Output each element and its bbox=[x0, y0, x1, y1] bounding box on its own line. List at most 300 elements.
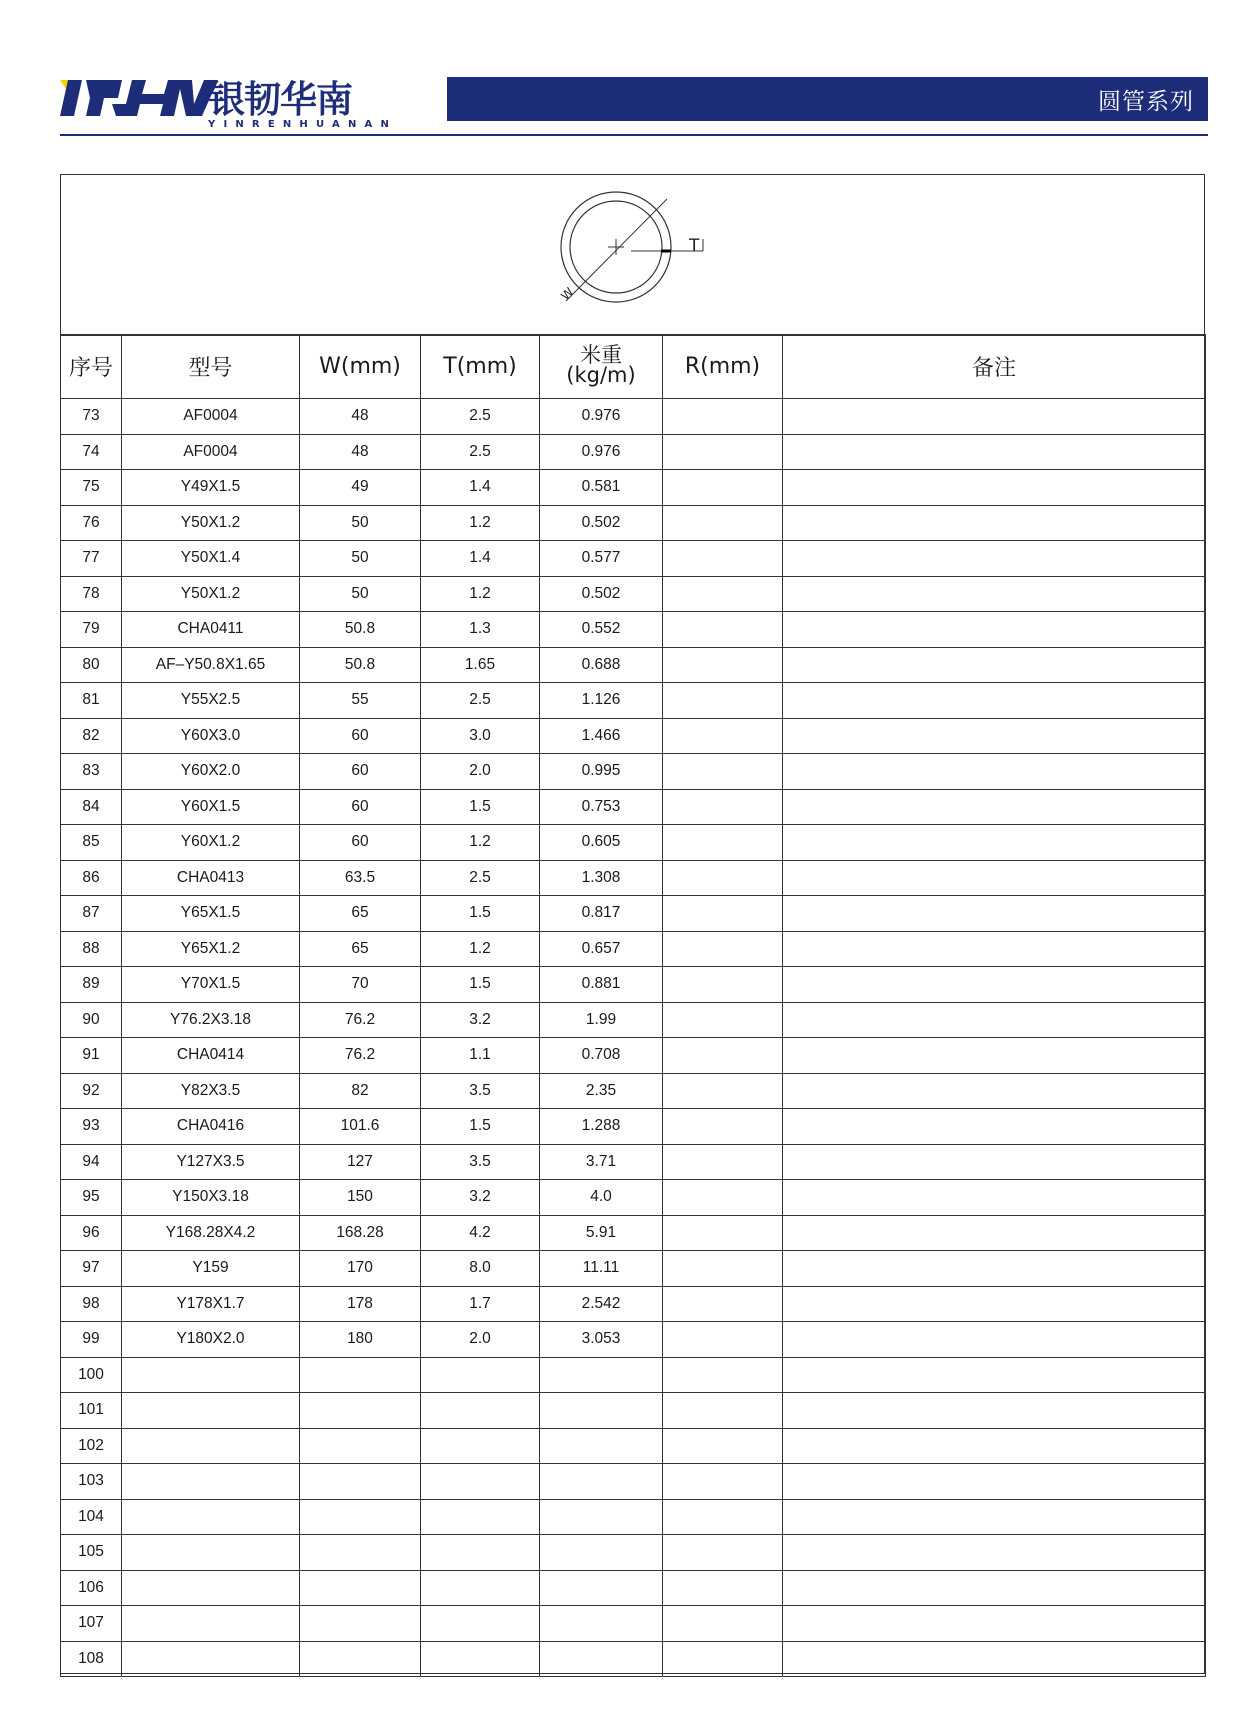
cell-remarks bbox=[783, 1606, 1206, 1642]
table-row bbox=[61, 541, 1206, 577]
table-row bbox=[61, 860, 1206, 896]
cell-index: 81 bbox=[61, 683, 122, 719]
cell-remarks bbox=[783, 1180, 1206, 1216]
cell-radius bbox=[663, 1535, 783, 1571]
cell-radius bbox=[663, 612, 783, 648]
cell-remarks bbox=[783, 647, 1206, 683]
cell-radius bbox=[663, 718, 783, 754]
cell-width: 50.8 bbox=[300, 647, 421, 683]
cell-remarks bbox=[783, 505, 1206, 541]
brand-logo bbox=[60, 76, 440, 136]
cell-weight: 1.126 bbox=[540, 683, 663, 719]
cell-model bbox=[122, 1535, 300, 1571]
cell-model bbox=[122, 1393, 300, 1429]
table-row bbox=[61, 612, 1206, 648]
table-row bbox=[61, 1499, 1206, 1535]
cell-index: 88 bbox=[61, 931, 122, 967]
cell-radius bbox=[663, 896, 783, 932]
cell-model: Y168.28X4.2 bbox=[122, 1215, 300, 1251]
cell-remarks bbox=[783, 896, 1206, 932]
cell-model: Y159 bbox=[122, 1251, 300, 1287]
table-header-row bbox=[61, 335, 1206, 399]
col-header-weight-line2: (kg/m) bbox=[566, 363, 636, 387]
cell-width: 50 bbox=[300, 505, 421, 541]
cell-thickness: 1.2 bbox=[421, 576, 540, 612]
cell-remarks bbox=[783, 1073, 1206, 1109]
cell-remarks bbox=[783, 789, 1206, 825]
cell-model: AF0004 bbox=[122, 434, 300, 470]
cell-weight bbox=[540, 1535, 663, 1571]
col-header-index: 序号 bbox=[61, 335, 122, 399]
cell-width: 170 bbox=[300, 1251, 421, 1287]
cell-remarks bbox=[783, 1641, 1206, 1677]
cell-weight: 4.0 bbox=[540, 1180, 663, 1216]
cell-weight bbox=[540, 1641, 663, 1677]
cell-thickness: 8.0 bbox=[421, 1251, 540, 1287]
tube-diagram bbox=[61, 175, 1204, 336]
cell-weight bbox=[540, 1570, 663, 1606]
cell-model: Y65X1.5 bbox=[122, 896, 300, 932]
cell-model: Y82X3.5 bbox=[122, 1073, 300, 1109]
cell-weight: 0.976 bbox=[540, 399, 663, 435]
cell-remarks bbox=[783, 931, 1206, 967]
cell-thickness bbox=[421, 1641, 540, 1677]
table-row bbox=[61, 931, 1206, 967]
cell-model: Y60X3.0 bbox=[122, 718, 300, 754]
cell-remarks bbox=[783, 1038, 1206, 1074]
cell-thickness: 1.4 bbox=[421, 541, 540, 577]
cell-thickness bbox=[421, 1570, 540, 1606]
cell-weight bbox=[540, 1428, 663, 1464]
cell-width: 50 bbox=[300, 576, 421, 612]
table-row bbox=[61, 1535, 1206, 1571]
cell-width bbox=[300, 1357, 421, 1393]
cell-remarks bbox=[783, 612, 1206, 648]
cell-thickness: 2.5 bbox=[421, 860, 540, 896]
cell-width: 55 bbox=[300, 683, 421, 719]
cell-thickness: 1.7 bbox=[421, 1286, 540, 1322]
cell-width: 60 bbox=[300, 718, 421, 754]
cell-index: 84 bbox=[61, 789, 122, 825]
cell-weight: 3.053 bbox=[540, 1322, 663, 1358]
cell-thickness: 3.5 bbox=[421, 1144, 540, 1180]
cell-thickness bbox=[421, 1606, 540, 1642]
cell-thickness bbox=[421, 1428, 540, 1464]
cell-model: Y60X1.5 bbox=[122, 789, 300, 825]
cell-index: 97 bbox=[61, 1251, 122, 1287]
cell-weight bbox=[540, 1357, 663, 1393]
cell-width: 50.8 bbox=[300, 612, 421, 648]
table-row bbox=[61, 576, 1206, 612]
cell-index: 80 bbox=[61, 647, 122, 683]
cell-index: 83 bbox=[61, 754, 122, 790]
cell-index: 105 bbox=[61, 1535, 122, 1571]
cell-thickness: 1.65 bbox=[421, 647, 540, 683]
table-row bbox=[61, 1073, 1206, 1109]
cell-width: 76.2 bbox=[300, 1038, 421, 1074]
cell-weight: 0.688 bbox=[540, 647, 663, 683]
cell-index: 94 bbox=[61, 1144, 122, 1180]
cell-radius bbox=[663, 1570, 783, 1606]
cell-model bbox=[122, 1357, 300, 1393]
cell-weight: 2.35 bbox=[540, 1073, 663, 1109]
cell-index: 102 bbox=[61, 1428, 122, 1464]
table-row bbox=[61, 505, 1206, 541]
cell-index: 89 bbox=[61, 967, 122, 1003]
cell-weight: 0.708 bbox=[540, 1038, 663, 1074]
cell-weight bbox=[540, 1464, 663, 1500]
cell-radius bbox=[663, 1322, 783, 1358]
col-header-thickness: T(mm) bbox=[421, 335, 540, 399]
cell-thickness: 2.5 bbox=[421, 399, 540, 435]
cell-width: 49 bbox=[300, 470, 421, 506]
cell-width bbox=[300, 1499, 421, 1535]
cell-radius bbox=[663, 576, 783, 612]
cell-model: Y50X1.2 bbox=[122, 505, 300, 541]
cell-width: 60 bbox=[300, 789, 421, 825]
cell-width: 48 bbox=[300, 399, 421, 435]
cell-weight: 5.91 bbox=[540, 1215, 663, 1251]
cell-thickness: 1.3 bbox=[421, 612, 540, 648]
cell-thickness: 1.2 bbox=[421, 505, 540, 541]
cell-weight: 0.657 bbox=[540, 931, 663, 967]
cell-radius bbox=[663, 470, 783, 506]
table-row bbox=[61, 1464, 1206, 1500]
cell-remarks bbox=[783, 1215, 1206, 1251]
table-row bbox=[61, 470, 1206, 506]
cell-index: 98 bbox=[61, 1286, 122, 1322]
cell-weight: 0.976 bbox=[540, 434, 663, 470]
cell-index: 96 bbox=[61, 1215, 122, 1251]
cell-radius bbox=[663, 860, 783, 896]
cell-radius bbox=[663, 1251, 783, 1287]
cell-thickness: 2.0 bbox=[421, 754, 540, 790]
table-row bbox=[61, 1038, 1206, 1074]
cell-radius bbox=[663, 1073, 783, 1109]
cell-thickness: 3.2 bbox=[421, 1002, 540, 1038]
cell-model: Y50X1.2 bbox=[122, 576, 300, 612]
cell-remarks bbox=[783, 434, 1206, 470]
cell-radius bbox=[663, 647, 783, 683]
cell-model: Y180X2.0 bbox=[122, 1322, 300, 1358]
cell-weight: 2.542 bbox=[540, 1286, 663, 1322]
cell-weight: 0.753 bbox=[540, 789, 663, 825]
table-row bbox=[61, 1180, 1206, 1216]
cell-radius bbox=[663, 825, 783, 861]
cell-remarks bbox=[783, 1144, 1206, 1180]
cell-model: Y70X1.5 bbox=[122, 967, 300, 1003]
cell-remarks bbox=[783, 967, 1206, 1003]
cell-remarks bbox=[783, 1499, 1206, 1535]
spec-sheet bbox=[60, 174, 1205, 1674]
cell-index: 99 bbox=[61, 1322, 122, 1358]
cell-width: 65 bbox=[300, 896, 421, 932]
cell-thickness: 1.5 bbox=[421, 967, 540, 1003]
cell-model bbox=[122, 1428, 300, 1464]
cell-thickness: 1.1 bbox=[421, 1038, 540, 1074]
cell-radius bbox=[663, 1641, 783, 1677]
cell-thickness: 3.2 bbox=[421, 1180, 540, 1216]
table-row bbox=[61, 754, 1206, 790]
cell-index: 73 bbox=[61, 399, 122, 435]
cell-index: 78 bbox=[61, 576, 122, 612]
cell-width bbox=[300, 1570, 421, 1606]
cell-weight: 0.502 bbox=[540, 576, 663, 612]
cell-thickness bbox=[421, 1499, 540, 1535]
cell-width bbox=[300, 1641, 421, 1677]
cell-thickness bbox=[421, 1464, 540, 1500]
cell-width: 82 bbox=[300, 1073, 421, 1109]
cell-remarks bbox=[783, 683, 1206, 719]
cell-model: Y55X2.5 bbox=[122, 683, 300, 719]
cell-model: Y50X1.4 bbox=[122, 541, 300, 577]
cell-model bbox=[122, 1464, 300, 1500]
cell-radius bbox=[663, 754, 783, 790]
cell-remarks bbox=[783, 1286, 1206, 1322]
round-tube-cross-section-icon bbox=[558, 189, 721, 319]
cell-thickness: 1.4 bbox=[421, 470, 540, 506]
cell-index: 92 bbox=[61, 1073, 122, 1109]
cell-radius bbox=[663, 1144, 783, 1180]
cell-remarks bbox=[783, 399, 1206, 435]
table-row bbox=[61, 1570, 1206, 1606]
cell-weight bbox=[540, 1606, 663, 1642]
cell-remarks bbox=[783, 470, 1206, 506]
cell-weight: 3.71 bbox=[540, 1144, 663, 1180]
cell-model bbox=[122, 1570, 300, 1606]
cell-model: CHA0414 bbox=[122, 1038, 300, 1074]
table-row bbox=[61, 825, 1206, 861]
cell-model bbox=[122, 1641, 300, 1677]
cell-remarks bbox=[783, 1251, 1206, 1287]
table-row bbox=[61, 1606, 1206, 1642]
table-row bbox=[61, 434, 1206, 470]
cell-radius bbox=[663, 505, 783, 541]
table-row bbox=[61, 1286, 1206, 1322]
cell-radius bbox=[663, 541, 783, 577]
cell-index: 74 bbox=[61, 434, 122, 470]
table-row bbox=[61, 789, 1206, 825]
cell-weight bbox=[540, 1393, 663, 1429]
cell-index: 90 bbox=[61, 1002, 122, 1038]
cell-remarks bbox=[783, 1002, 1206, 1038]
cell-radius bbox=[663, 1357, 783, 1393]
cell-thickness: 4.2 bbox=[421, 1215, 540, 1251]
table-row bbox=[61, 1393, 1206, 1429]
cell-index: 95 bbox=[61, 1180, 122, 1216]
cell-remarks bbox=[783, 576, 1206, 612]
cell-model: Y76.2X3.18 bbox=[122, 1002, 300, 1038]
cell-weight: 0.995 bbox=[540, 754, 663, 790]
cell-weight: 0.817 bbox=[540, 896, 663, 932]
table-row bbox=[61, 399, 1206, 435]
table-row bbox=[61, 683, 1206, 719]
table-row bbox=[61, 1322, 1206, 1358]
cell-radius bbox=[663, 683, 783, 719]
table-row bbox=[61, 1357, 1206, 1393]
table-row bbox=[61, 1109, 1206, 1145]
cell-width bbox=[300, 1535, 421, 1571]
cell-index: 91 bbox=[61, 1038, 122, 1074]
cell-model: CHA0413 bbox=[122, 860, 300, 896]
cell-weight: 1.288 bbox=[540, 1109, 663, 1145]
cell-weight: 0.605 bbox=[540, 825, 663, 861]
cell-remarks bbox=[783, 1535, 1206, 1571]
cell-width: 60 bbox=[300, 754, 421, 790]
svg-text:W: W bbox=[558, 284, 577, 304]
cell-width: 127 bbox=[300, 1144, 421, 1180]
cell-thickness: 1.5 bbox=[421, 1109, 540, 1145]
cell-weight: 0.552 bbox=[540, 612, 663, 648]
cell-thickness bbox=[421, 1393, 540, 1429]
cell-index: 101 bbox=[61, 1393, 122, 1429]
header-rule bbox=[60, 134, 1208, 136]
cell-radius bbox=[663, 1286, 783, 1322]
cell-remarks bbox=[783, 754, 1206, 790]
cell-radius bbox=[663, 1215, 783, 1251]
cell-remarks bbox=[783, 1428, 1206, 1464]
cell-model: Y49X1.5 bbox=[122, 470, 300, 506]
page-header bbox=[60, 70, 1208, 136]
cell-index: 100 bbox=[61, 1357, 122, 1393]
brand-logo-mark-icon bbox=[60, 76, 440, 136]
cell-weight: 0.577 bbox=[540, 541, 663, 577]
cell-width bbox=[300, 1428, 421, 1464]
col-header-weight bbox=[540, 335, 663, 399]
cell-thickness: 3.5 bbox=[421, 1073, 540, 1109]
cell-width: 76.2 bbox=[300, 1002, 421, 1038]
cell-width: 101.6 bbox=[300, 1109, 421, 1145]
col-header-weight-line1: 米重 bbox=[579, 343, 622, 367]
cell-weight: 1.99 bbox=[540, 1002, 663, 1038]
cell-model: Y178X1.7 bbox=[122, 1286, 300, 1322]
cell-radius bbox=[663, 967, 783, 1003]
cell-index: 77 bbox=[61, 541, 122, 577]
cell-remarks bbox=[783, 718, 1206, 754]
cell-radius bbox=[663, 1499, 783, 1535]
table-body bbox=[61, 399, 1206, 1677]
cell-width bbox=[300, 1464, 421, 1500]
svg-text:YINRENHUANAN: YINRENHUANAN bbox=[208, 119, 398, 130]
cell-thickness: 1.5 bbox=[421, 896, 540, 932]
cell-width bbox=[300, 1393, 421, 1429]
cell-radius bbox=[663, 1393, 783, 1429]
table-row bbox=[61, 1428, 1206, 1464]
cell-radius bbox=[663, 1002, 783, 1038]
cell-thickness bbox=[421, 1535, 540, 1571]
col-header-model: 型号 bbox=[122, 335, 300, 399]
cell-model: Y150X3.18 bbox=[122, 1180, 300, 1216]
cell-thickness: 1.5 bbox=[421, 789, 540, 825]
cell-model bbox=[122, 1499, 300, 1535]
cell-thickness: 2.0 bbox=[421, 1322, 540, 1358]
cell-remarks bbox=[783, 1322, 1206, 1358]
series-title: 圆管系列 bbox=[1098, 89, 1194, 115]
cell-weight: 0.502 bbox=[540, 505, 663, 541]
cell-width: 60 bbox=[300, 825, 421, 861]
cell-weight: 0.581 bbox=[540, 470, 663, 506]
header-title-bar bbox=[447, 77, 1208, 121]
cell-weight bbox=[540, 1499, 663, 1535]
cell-model: Y60X2.0 bbox=[122, 754, 300, 790]
cell-width: 178 bbox=[300, 1286, 421, 1322]
cell-radius bbox=[663, 1606, 783, 1642]
cell-weight: 0.881 bbox=[540, 967, 663, 1003]
table-row bbox=[61, 1251, 1206, 1287]
col-header-radius: R(mm) bbox=[663, 335, 783, 399]
cell-weight: 1.466 bbox=[540, 718, 663, 754]
cell-radius bbox=[663, 399, 783, 435]
cell-index: 107 bbox=[61, 1606, 122, 1642]
table-row bbox=[61, 1144, 1206, 1180]
cell-remarks bbox=[783, 1464, 1206, 1500]
cell-model: CHA0416 bbox=[122, 1109, 300, 1145]
cell-index: 86 bbox=[61, 860, 122, 896]
cell-index: 79 bbox=[61, 612, 122, 648]
cell-remarks bbox=[783, 1357, 1206, 1393]
cell-thickness: 1.2 bbox=[421, 825, 540, 861]
cell-index: 104 bbox=[61, 1499, 122, 1535]
cell-remarks bbox=[783, 541, 1206, 577]
cell-thickness bbox=[421, 1357, 540, 1393]
cell-model: CHA0411 bbox=[122, 612, 300, 648]
cell-index: 76 bbox=[61, 505, 122, 541]
cell-index: 75 bbox=[61, 470, 122, 506]
cell-remarks bbox=[783, 1109, 1206, 1145]
cell-model bbox=[122, 1606, 300, 1642]
cell-width: 48 bbox=[300, 434, 421, 470]
cell-thickness: 2.5 bbox=[421, 434, 540, 470]
cell-radius bbox=[663, 1180, 783, 1216]
cell-index: 85 bbox=[61, 825, 122, 861]
table-row bbox=[61, 896, 1206, 932]
svg-text:T: T bbox=[689, 236, 700, 256]
cell-width: 65 bbox=[300, 931, 421, 967]
cell-radius bbox=[663, 931, 783, 967]
cell-model: AF–Y50.8X1.65 bbox=[122, 647, 300, 683]
cell-weight: 1.308 bbox=[540, 860, 663, 896]
table-row bbox=[61, 718, 1206, 754]
cell-width: 150 bbox=[300, 1180, 421, 1216]
table-row bbox=[61, 1215, 1206, 1251]
cell-width: 50 bbox=[300, 541, 421, 577]
spec-table bbox=[60, 334, 1206, 1677]
cell-radius bbox=[663, 1464, 783, 1500]
cell-model: Y65X1.2 bbox=[122, 931, 300, 967]
cell-thickness: 3.0 bbox=[421, 718, 540, 754]
cell-index: 87 bbox=[61, 896, 122, 932]
cell-width: 180 bbox=[300, 1322, 421, 1358]
cell-index: 106 bbox=[61, 1570, 122, 1606]
cell-radius bbox=[663, 1109, 783, 1145]
cell-remarks bbox=[783, 1570, 1206, 1606]
cell-width bbox=[300, 1606, 421, 1642]
cell-remarks bbox=[783, 860, 1206, 896]
cell-radius bbox=[663, 1038, 783, 1074]
cell-remarks bbox=[783, 1393, 1206, 1429]
table-row bbox=[61, 1002, 1206, 1038]
cell-model: Y60X1.2 bbox=[122, 825, 300, 861]
cell-model: Y127X3.5 bbox=[122, 1144, 300, 1180]
table-row bbox=[61, 967, 1206, 1003]
cell-width: 168.28 bbox=[300, 1215, 421, 1251]
table-row bbox=[61, 647, 1206, 683]
cell-thickness: 1.2 bbox=[421, 931, 540, 967]
cell-index: 93 bbox=[61, 1109, 122, 1145]
cell-radius bbox=[663, 434, 783, 470]
cell-index: 103 bbox=[61, 1464, 122, 1500]
cell-weight: 11.11 bbox=[540, 1251, 663, 1287]
